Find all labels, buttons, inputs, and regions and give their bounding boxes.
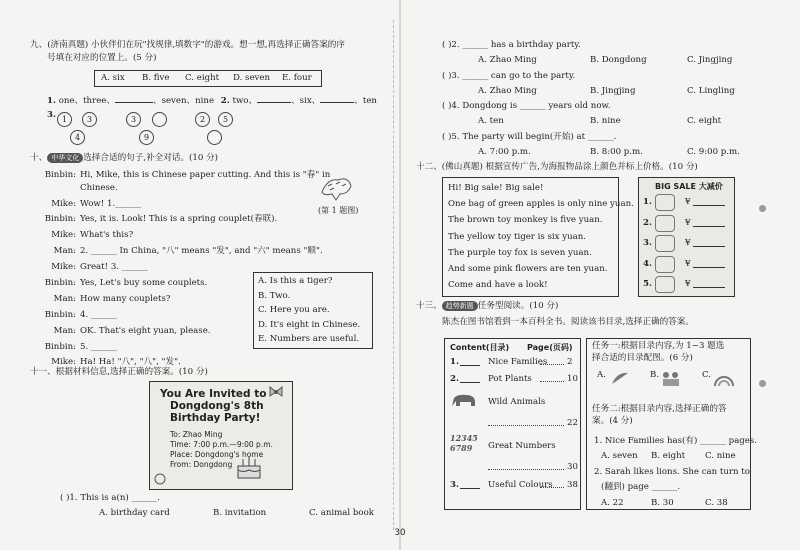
dialogue-text: Hi, Mike, this is Chinese paper cutting. And this is "春" in [80,170,331,180]
toc-page: 38 [567,480,578,490]
section-13-num: 十三、 [416,301,442,311]
s9-q1-a: one、three、 [58,96,115,106]
ad-line: And some pink flowers are ten yuan. [448,264,608,274]
dialogue-text: Chinese. [80,183,118,193]
number-circle: 9 [139,130,154,145]
dialog-option: C. Here you are. [258,305,330,315]
task1-cont: 择合适的目录配图。(6 分) [592,353,693,363]
elephant-icon [450,392,478,408]
speaker-label: Binbin: [44,214,76,224]
answer-blank[interactable] [257,94,291,103]
task2-q2-cont: (翻到) page ______. [601,482,681,492]
invitation-line: To: Zhao Ming [170,430,223,439]
speaker-label: Binbin: [44,310,76,320]
dialog-option: A. Is this a tiger? [258,276,333,286]
numbers-icon: 12345 6789 [450,433,478,453]
ad-line: Hi! Big sale! Big sale! [448,183,544,193]
poster-title: BIG SALE 大减价 [655,182,723,191]
poster-item-picture [655,194,675,211]
opt-d: D. seven [233,73,271,83]
s9-q2-c: 、ten [354,96,377,106]
question-option: A. 7:00 p.m. [478,146,531,157]
yen-sign: ¥ [685,217,691,228]
task1: 任务一:根据目录内容,为 1~3 题选 [592,341,725,351]
invitation-line: Time: 7:00 p.m.—9:00 p.m. [170,440,273,449]
dialog-option: E. Numbers are useful. [258,334,360,344]
invitation-title: You Are Invited to [160,388,267,400]
question-option: B. nine [590,116,621,126]
t2q2-opt-a: A. 22 [601,498,624,508]
toc-leader [540,364,564,365]
s11-q1-opt-b: B. invitation [213,508,267,518]
bow-icon [268,384,284,402]
right-page [400,0,800,550]
section-10-title [30,153,218,164]
binder-hole [759,380,766,387]
balloon-icon [154,470,166,482]
s9-q1-b: 、seven、nine [152,96,215,106]
section-10-num: 十、 [30,153,48,163]
toc-page-heading: Page(页码) [527,343,573,352]
yen-sign: ¥ [685,279,691,289]
t2q2-opt-b: B. 30 [651,498,674,508]
question-option: A. Zhao Ming [478,55,537,65]
toc-title: Great Numbers [488,441,556,451]
toc-page: 22 [567,418,578,428]
question: ( )2. ______ has a birthday party. [442,40,581,50]
yen-sign: ¥ [685,197,691,207]
dialogue-text: Yes, Let's buy some couplets. [80,278,208,288]
question-option: C. 9:00 p.m. [687,146,740,157]
question-option: A. ten [478,116,504,126]
ad-line: The yellow toy tiger is six yuan. [448,231,587,242]
dialogue-text: 5. ______ [80,342,117,352]
toc-title: Pot Plants [488,374,532,384]
speaker-label: Mike: [51,357,76,367]
page-number: 30 [394,528,406,538]
speaker-label: Mike: [51,262,76,272]
invitation-line: From: Dongdong [170,460,233,469]
number-circle: 3 [82,112,97,127]
question: ( )5. The party will begin(开始) at ______. [442,131,617,142]
s9-q1 [47,94,377,107]
invitation-title-2: Dongdong's 8th [170,400,264,412]
price-blank[interactable] [693,226,725,227]
number-circle-blank[interactable] [207,130,222,145]
section-13-intro: 陈杰在图书馆看到一本百科全书。阅读该书目录,选择正确的答案。 [442,317,694,327]
s9-q2-b: 、six、 [291,96,321,106]
question: ( )3. ______ can go to the party. [442,70,576,81]
speaker-label: Man: [53,294,76,304]
price-blank[interactable] [693,267,725,268]
t2q1-opt-b: B. eight [651,451,686,461]
toc-answer-blank[interactable] [460,365,480,366]
poster-item-num: 3. [643,238,652,248]
poster-item-picture [655,215,675,232]
s11-q1: ( )1. This is a(n) ______. [60,493,161,503]
speaker-label: Mike: [51,230,76,240]
figure-caption: (第 1 题图) [318,206,359,215]
number-circle: 4 [70,130,85,145]
s9-q2-a: two、 [232,96,258,106]
dialog-option: D. It's eight in Chinese. [258,319,361,330]
number-circle: 5 [218,112,233,127]
question-option: C. Jingjing [687,55,733,65]
speaker-label: Binbin: [44,342,76,352]
toc-title: Useful Colours [488,480,553,490]
task1-opt-c: C. [702,370,712,380]
yen-sign: ¥ [685,238,691,248]
question-option: A. Zhao Ming [478,85,537,96]
toc-leader [488,425,564,426]
poster-item-picture [655,235,675,252]
toc-num: 2. [450,374,459,384]
dialogue-text: Great! 3. ______ [80,262,148,272]
flower-pot-icon [609,370,631,386]
trend-tag: 趋势新题 [442,301,478,311]
answer-blank[interactable] [320,94,354,103]
task2-cont: 案。(4 分) [592,416,633,426]
toc-leader [540,381,564,382]
dialogue-text: 2. ______ In China, "八" means "发", and "六" means "顺". [80,246,323,256]
dialogue-text: Yes, it is. Look! This is a spring couplet(春联). [80,214,278,224]
ad-line: One bag of green apples is only nine yuan. [448,199,634,210]
dialog-option: B. Two. [258,290,291,301]
ad-line: The brown toy monkey is five yuan. [448,215,603,226]
question-option: B. Jingjing [590,85,636,96]
section-9-title: 九、(济南真题) 小伙伴们在玩"找规律,填数字"的游戏。想一想,再选择正确答案的序 [30,40,345,50]
price-blank[interactable] [693,246,725,247]
question-option: B. Dongdong [590,55,647,65]
toc-num: 3. [450,480,459,490]
opt-b: B. five [142,73,170,83]
tiger-illustration [318,172,354,202]
ad-line: The purple toy fox is seven yuan. [448,247,592,258]
rainbow-icon [713,372,735,388]
culture-tag: 中华文化 [47,153,83,163]
poster-item-num: 1. [643,197,652,207]
opt-c: C. eight [185,73,220,83]
ad-line: Come and have a look! [448,280,548,291]
price-blank[interactable] [693,287,725,288]
t2q2-opt-c: C. 38 [705,498,728,508]
speaker-label: Binbin: [44,278,76,288]
toc-answer-blank[interactable] [460,382,480,383]
invitation-title-3: Birthday Party! [170,412,261,424]
t2q1-opt-c: C. nine [705,451,736,461]
number-circle: 1 [57,112,72,127]
section-13-text: 任务型阅读。(10 分) [477,301,559,311]
section-11-title: 十一、根据材料信息,选择正确的答案。(10 分) [30,367,208,377]
speaker-label: Mike: [51,199,76,209]
binder-hole [759,205,766,212]
toc-page: 30 [567,462,578,472]
family-icon [660,370,682,388]
price-blank[interactable] [693,205,725,206]
number-circle-blank[interactable] [152,112,167,127]
poster-item-picture [655,276,675,293]
task2-q2: 2. Sarah likes lions. She can turn to [594,467,750,477]
s9-q1-num: 1. [47,96,56,106]
poster-item-num: 2. [643,217,652,228]
dialogue-text: 4. ______ [80,310,117,320]
section-13-title [416,301,558,312]
speaker-label: Man: [53,246,76,256]
question-option: C. eight [687,116,722,126]
toc-num: 1. [450,357,459,367]
opt-a: A. six [101,73,125,83]
toc-leader [488,469,564,470]
opt-e: E. four [282,73,312,83]
toc-leader [540,487,564,488]
s11-q1-opt-c: C. animal book [309,508,374,518]
s11-q1-opt-a: A. birthday card [99,508,170,518]
speaker-label: Binbin: [44,170,76,180]
cake-icon [233,452,265,482]
question-option: B. 8:00 p.m. [590,146,643,157]
task2: 任务二:根据目录内容,选择正确的答 [592,404,727,414]
section-9-title-cont: 号填在对应的位置上。(5 分) [47,53,157,63]
speaker-label: Man: [53,326,76,336]
toc-heading: Content(目录) [450,343,510,352]
toc-title: Wild Animals [488,397,546,407]
yen-sign: ¥ [685,258,691,269]
task1-opt-b: B. [650,370,660,380]
toc-page: 2 [567,357,573,367]
t2q1-opt-a: A. seven [601,451,638,461]
dialogue-text: What's this? [80,230,134,240]
s9-q2-num: 2. [220,96,230,106]
task1-opt-a: A. [597,370,606,380]
toc-answer-blank[interactable] [460,488,480,489]
s9-q3-num: 3. [47,110,56,120]
toc-title: Nice Families [488,357,548,367]
invitation-line: Place: Dongdong's home [170,450,264,459]
dialogue-text: Wow! 1.______ [80,199,141,209]
section-10-text: 选择合适的句子,补全对话。(10 分) [83,153,219,163]
dialogue-text: Ha! Ha! "八", "八", "发". [80,357,181,367]
poster-item-num: 4. [643,258,652,269]
question-option: C. Lingling [687,85,735,96]
task2-q1: 1. Nice Families has(有) ______ pages. [594,436,757,446]
dialogue-text: OK. That's eight yuan, please. [80,326,211,336]
number-circle: 2 [195,112,210,127]
question: ( )4. Dongdong is ______ years old now. [442,101,611,111]
poster-item-num: 5. [643,279,652,289]
dialogue-text: How many couplets? [80,294,171,304]
toc-page: 10 [567,374,578,384]
answer-blank[interactable] [115,94,153,103]
poster-item-picture [655,256,675,273]
number-circle: 3 [126,112,141,127]
section-12-title: 十二、(佛山真题) 根据宣传广告,为海报物品涂上颜色并标上价格。(10 分) [416,162,698,172]
